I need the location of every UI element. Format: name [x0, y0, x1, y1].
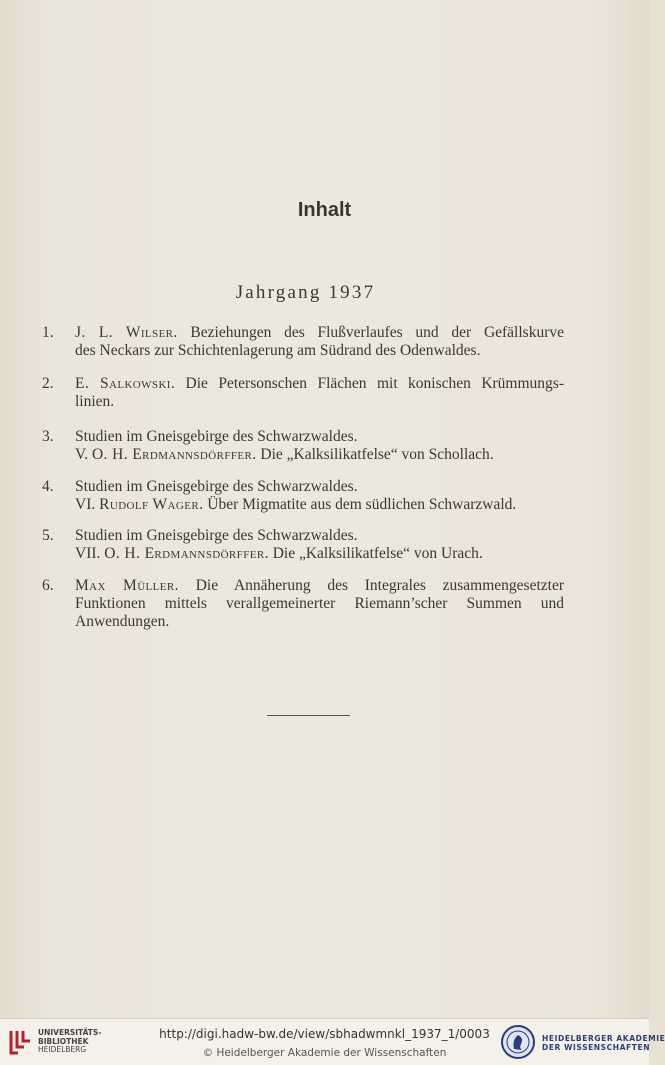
entry-title: Die „Kalksilikatfelse“ von Schollach.	[256, 446, 494, 463]
divider-rule	[267, 715, 350, 716]
entry-number: 1.	[42, 324, 54, 341]
footer-bar	[0, 1018, 665, 1065]
toc-entry-6	[42, 577, 564, 631]
entry-line	[75, 446, 564, 464]
entry-author: O. H. Erdmannsdörffer.	[91, 446, 257, 463]
entry-author: Rudolf Wager.	[99, 496, 204, 513]
entry-line: Studien im Gneisgebirge des Schwarzwaldes.	[75, 527, 358, 544]
academy-seal-icon	[500, 1024, 536, 1060]
entry-line: Anwendungen.	[75, 613, 170, 630]
entry-line: Funktionen mittels verallgemeinerter Riemann’scher Summen und	[75, 595, 564, 612]
entry-title: Die „Kalksilikatfelse“ von Urach.	[268, 545, 483, 562]
entry-part: VI.	[75, 496, 100, 513]
entry-title: Beziehungen des Flußverlaufes und der Gefällskurve	[177, 324, 564, 341]
entry-line	[75, 324, 564, 342]
entry-number: 3.	[42, 428, 54, 445]
entry-author: E. Salkowski.	[75, 375, 176, 392]
entry-line	[75, 545, 564, 563]
toc-entry-4	[42, 478, 564, 514]
entry-title: Über Migmatite aus dem südlichen Schwarzwald.	[203, 496, 517, 513]
page-title: Inhalt	[297, 199, 352, 221]
entry-part: VII.	[75, 545, 105, 562]
entry-line: Studien im Gneisgebirge des Schwarzwaldes.	[75, 428, 358, 445]
library-logo-text: UNIVERSITÄTS- BIBLIOTHEK HEIDELBERG	[38, 1028, 102, 1054]
entry-line: des Neckars zur Schichtenlagerung am Südrand des Odenwaldes.	[75, 342, 481, 359]
entry-line	[75, 496, 564, 514]
toc-entry-5	[42, 527, 564, 563]
entry-author: J. L. Wilser.	[75, 324, 178, 341]
entry-line: Studien im Gneisgebirge des Schwarzwaldes.	[75, 478, 358, 495]
entry-line	[75, 375, 564, 393]
copyright-notice: © Heidelberger Akademie der Wissenschaften	[202, 1047, 447, 1059]
entry-line: linien.	[75, 393, 115, 410]
entry-number: 6.	[42, 577, 54, 594]
entry-author: Max Müller.	[75, 577, 179, 594]
permalink-url[interactable]: http://digi.hadw-bw.de/view/sbhadwmnkl_1937_1/0003	[159, 1027, 490, 1041]
entry-line	[75, 577, 564, 595]
entry-number: 4.	[42, 478, 54, 495]
entry-title: Die Petersonschen Flächen mit konischen Krümmungs-	[175, 375, 564, 392]
entry-number: 2.	[42, 375, 54, 392]
volume-heading: Jahrgang 1937	[235, 282, 376, 303]
toc-entry-2	[42, 375, 564, 411]
academy-logo-text: HEIDELBERGER AKADEMIE DER WISSENSCHAFTEN	[542, 1034, 665, 1052]
entry-author: O. H. Erdmannsdörffer.	[104, 545, 269, 562]
entry-part: V.	[75, 446, 92, 463]
entry-title: Die Annäherung des Integrales zusammengesetzter	[178, 577, 564, 594]
toc-entry-1	[42, 324, 564, 360]
toc-entry-3	[42, 428, 564, 464]
academy-logo[interactable]	[500, 1024, 665, 1062]
entry-number: 5.	[42, 527, 54, 544]
